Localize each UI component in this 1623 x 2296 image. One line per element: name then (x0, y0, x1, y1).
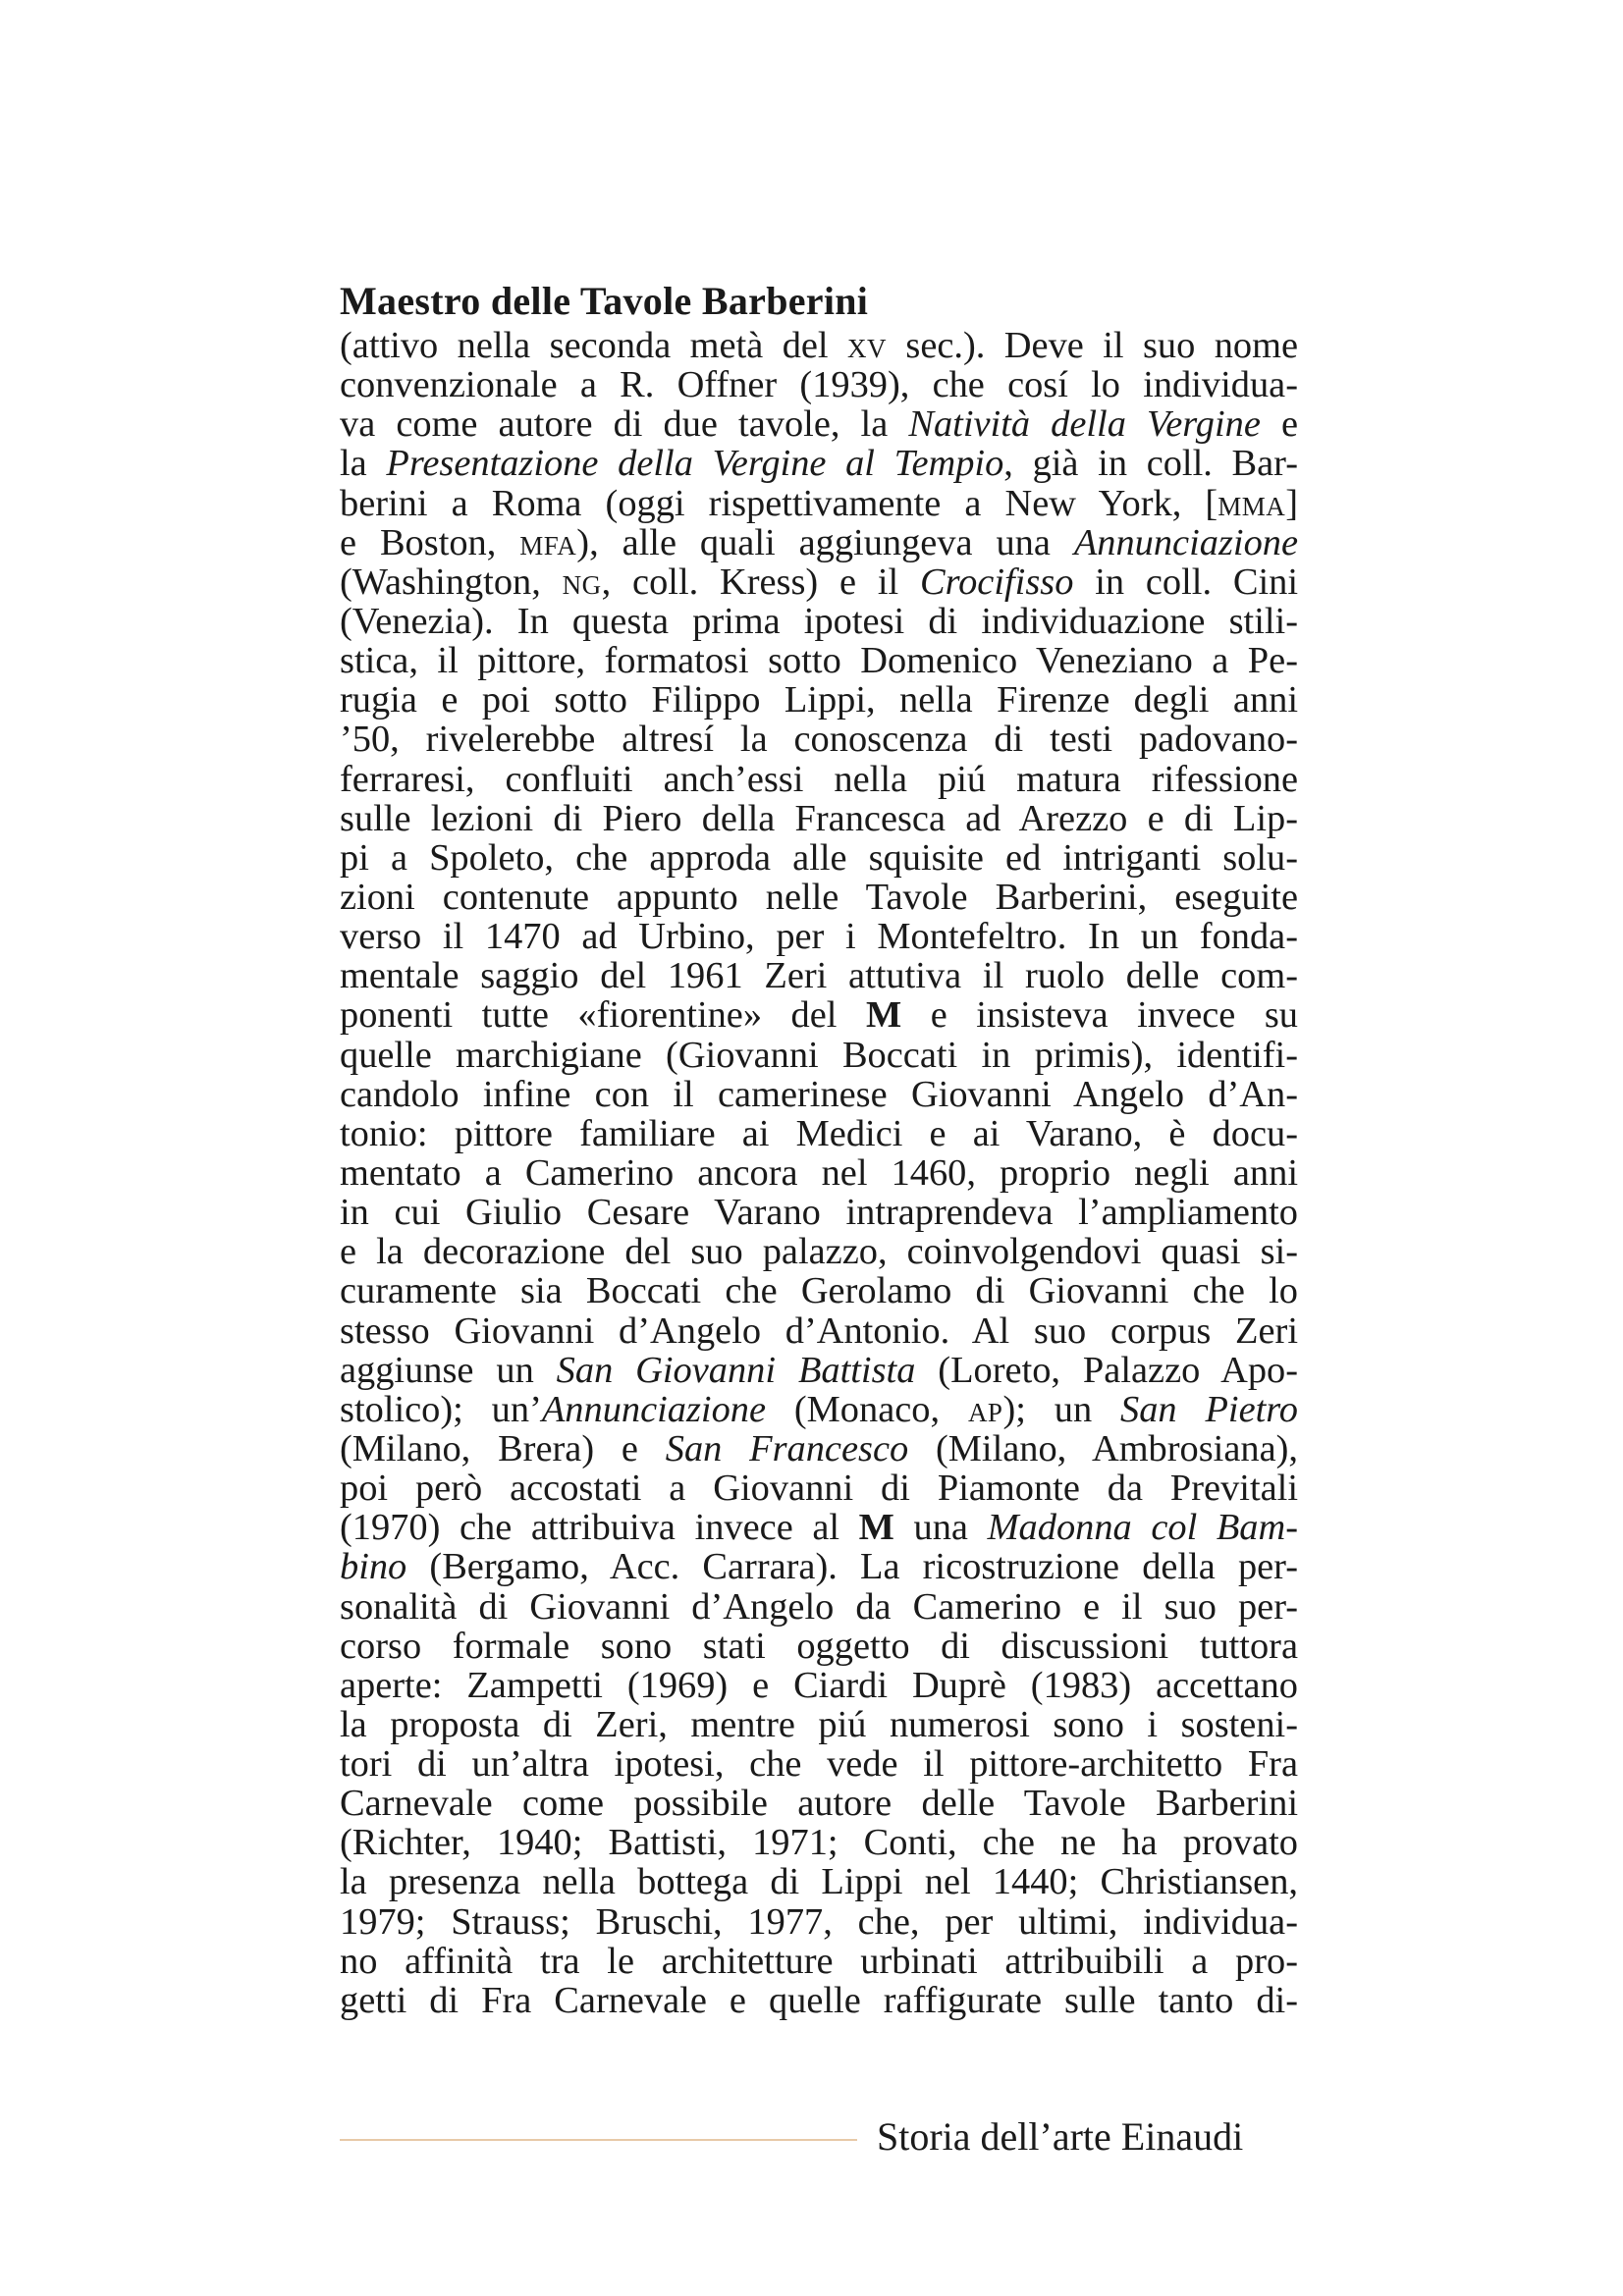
small-caps-abbrev: ap (967, 1388, 1003, 1430)
text-run: rugia e poi sotto Filippo Lippi, nella Firenze degli anni (340, 679, 1298, 721)
body-line (340, 1547, 1298, 1586)
text-run: corso formale sono stati oggetto di discussioni tuttora (340, 1625, 1298, 1667)
bold-initial: M (858, 1507, 894, 1549)
text-run: (Monaco, (766, 1388, 968, 1430)
body-line (340, 1942, 1298, 1981)
text-run: e (1260, 403, 1298, 446)
body-line (340, 1351, 1298, 1390)
text-run: sulle lezioni di Piero della Francesca ad Arezzo e di Lip- (340, 797, 1298, 839)
text-run: , già in coll. Bar- (1003, 443, 1298, 485)
text-run: va come autore di due tavole, la (340, 403, 909, 446)
body-line (340, 1311, 1298, 1351)
body-line (340, 1468, 1298, 1508)
body-line (340, 1627, 1298, 1666)
italic-title: San Pietro (1120, 1388, 1298, 1430)
body-line (340, 562, 1298, 602)
body-line (340, 1823, 1298, 1862)
text-run: , coll. Kress) e il (601, 561, 920, 603)
footer-publisher-label: Storia dell’arte Einaudi (877, 2114, 1244, 2159)
body-line (340, 484, 1298, 523)
italic-title: Annunciazione (541, 1388, 767, 1430)
body-line (340, 1429, 1298, 1468)
italic-title: Natività della Vergine (908, 403, 1261, 446)
body-line (340, 720, 1298, 759)
text-run: quelle marchigiane (Giovanni Boccati in primis), identifi- (340, 1034, 1298, 1076)
italic-title: bino (340, 1546, 407, 1588)
text-run: stica, il pittore, formatosi sotto Domenico Veneziano a Pe- (340, 640, 1298, 682)
body-line (340, 641, 1298, 680)
text-run: tonio: pittore familiare ai Medici e ai Varano, è docu- (340, 1112, 1298, 1154)
text-run: verso il 1470 ad Urbino, per i Montefeltro. In un fonda- (340, 916, 1298, 958)
body-line (340, 1587, 1298, 1627)
text-run: aggiunse un (340, 1349, 557, 1391)
text-run: (attivo nella seconda metà del (340, 325, 847, 366)
body-line (340, 838, 1298, 878)
body-line (340, 760, 1298, 799)
bold-initial: M (865, 994, 902, 1037)
footer-rule (340, 2139, 857, 2141)
small-caps-abbrev: mfa (519, 521, 577, 563)
body-line (340, 1114, 1298, 1153)
text-run: 1979; Strauss; Bruschi, 1977, che, per ultimi, individua- (340, 1900, 1298, 1943)
italic-title: Crocifisso (919, 561, 1074, 603)
body-line (340, 956, 1298, 995)
entry-title: Maestro delle Tavole Barberini (340, 279, 869, 323)
text-run: (1970) che attribuiva invece al (340, 1507, 859, 1549)
text-run: (Washington, (340, 561, 563, 603)
text-run: sonalità di Giovanni d’Angelo da Camerino e il suo per- (340, 1585, 1298, 1628)
italic-title: Presentazione della Vergine al Tempio (386, 443, 1004, 485)
text-run: e Boston, (340, 521, 520, 563)
body-line (340, 1508, 1298, 1547)
text-run: una (893, 1507, 988, 1549)
text-run: e la decorazione del suo palazzo, coinvolgendovi quasi si- (340, 1231, 1298, 1273)
body-line (340, 680, 1298, 720)
text-run: la presenza nella bottega di Lippi nel 1440; Christiansen, (340, 1861, 1298, 1903)
text-run: (Richter, 1940; Battisti, 1971; Conti, che ne ha provato (340, 1822, 1298, 1864)
text-run: zioni contenute appunto nelle Tavole Barberini, eseguite (340, 876, 1298, 918)
text-run: getti di Fra Carnevale e quelle raffigurate sulle tanto di- (340, 1979, 1298, 2021)
body-line (340, 1271, 1298, 1310)
body-line (340, 326, 1298, 365)
text-run: la (340, 443, 387, 485)
text-run: (Bergamo, Acc. Carrara). La ricostruzione della per- (406, 1546, 1298, 1588)
body-line (340, 995, 1298, 1035)
body-line (340, 1862, 1298, 1901)
text-run: convenzionale a R. Offner (1939), che cosí lo individua- (340, 364, 1298, 406)
body-line (340, 444, 1298, 483)
body-line (340, 1232, 1298, 1271)
text-run: (Milano, Brera) e (340, 1427, 666, 1469)
body-line (340, 1390, 1298, 1429)
text-run: ), alle quali aggiungeva una (576, 521, 1074, 563)
body-line (340, 523, 1298, 562)
text-run: e insisteva invece su (901, 994, 1298, 1037)
small-caps-abbrev: xv (847, 325, 887, 366)
text-run: (Loreto, Palazzo Apo- (915, 1349, 1298, 1391)
body-line (340, 1153, 1298, 1193)
body-line (340, 1075, 1298, 1114)
italic-title: San Giovanni Battista (556, 1349, 916, 1391)
small-caps-abbrev: ng (562, 561, 602, 603)
italic-title: Annunciazione (1073, 521, 1298, 563)
small-caps-abbrev: mma (1217, 482, 1286, 524)
body-line (340, 1036, 1298, 1075)
text-run: stesso Giovanni d’Angelo d’Antonio. Al suo corpus Zeri (340, 1309, 1298, 1352)
italic-title: San Francesco (665, 1427, 909, 1469)
body-line (340, 404, 1298, 444)
text-run: mentato a Camerino ancora nel 1460, proprio negli anni (340, 1151, 1298, 1194)
text-run: pi a Spoleto, che approda alle squisite ed intriganti solu- (340, 836, 1298, 879)
body-line (340, 1705, 1298, 1744)
text-run: la proposta di Zeri, mentre piú numerosi sono i sosteni- (340, 1703, 1298, 1745)
text-run: stolico); un’ (340, 1388, 542, 1430)
body-line (340, 602, 1298, 641)
body-line (340, 878, 1298, 917)
italic-title: Madonna col Bam- (987, 1507, 1299, 1549)
body-line (340, 1193, 1298, 1232)
text-run: ferraresi, confluiti anch’essi nella piú matura rifessione (340, 758, 1298, 800)
text-run: curamente sia Boccati che Gerolamo di Giovanni che lo (340, 1270, 1298, 1312)
text-run: tori di un’altra ipotesi, che vede il pittore-architetto Fra (340, 1743, 1298, 1786)
text-run: aperte: Zampetti (1969) e Ciardi Duprè (1983) accettano (340, 1664, 1298, 1706)
text-run: (Venezia). In questa prima ipotesi di individuazione stili- (340, 600, 1298, 642)
text-run: ); un (1002, 1388, 1121, 1430)
body-line (340, 1666, 1298, 1705)
body-line (340, 799, 1298, 838)
body-line (340, 917, 1298, 956)
text-run: poi però accostati a Giovanni di Piamonte da Previtali (340, 1468, 1298, 1510)
text-run: in coll. Cini (1073, 561, 1298, 603)
entry-body (340, 326, 1298, 2020)
text-run: berini a Roma (oggi rispettivamente a New York, [ (340, 482, 1218, 524)
text-run: ] (1285, 482, 1298, 524)
body-line (340, 1981, 1298, 2020)
text-run: in cui Giulio Cesare Varano intraprendeva l’ampliamento (340, 1192, 1298, 1234)
body-line (340, 1744, 1298, 1784)
body-line (340, 1784, 1298, 1823)
text-run: ’50, rivelerebbe altresí la conoscenza di testi padovano- (340, 719, 1298, 761)
text-run: sec.). Deve il suo nome (887, 325, 1298, 366)
text-run: (Milano, Ambrosiana), (908, 1427, 1298, 1469)
text-run: mentale saggio del 1961 Zeri attutiva il ruolo delle com- (340, 955, 1298, 997)
text-run: candolo infine con il camerinese Giovanni Angelo d’An- (340, 1073, 1298, 1115)
text-run: Carnevale come possibile autore delle Tavole Barberini (340, 1783, 1298, 1825)
text-run: ponenti tutte «fiorentine» del (340, 994, 866, 1037)
body-line (340, 365, 1298, 404)
body-line (340, 1902, 1298, 1942)
text-run: no affinità tra le architetture urbinati attribuibili a pro- (340, 1940, 1298, 1982)
